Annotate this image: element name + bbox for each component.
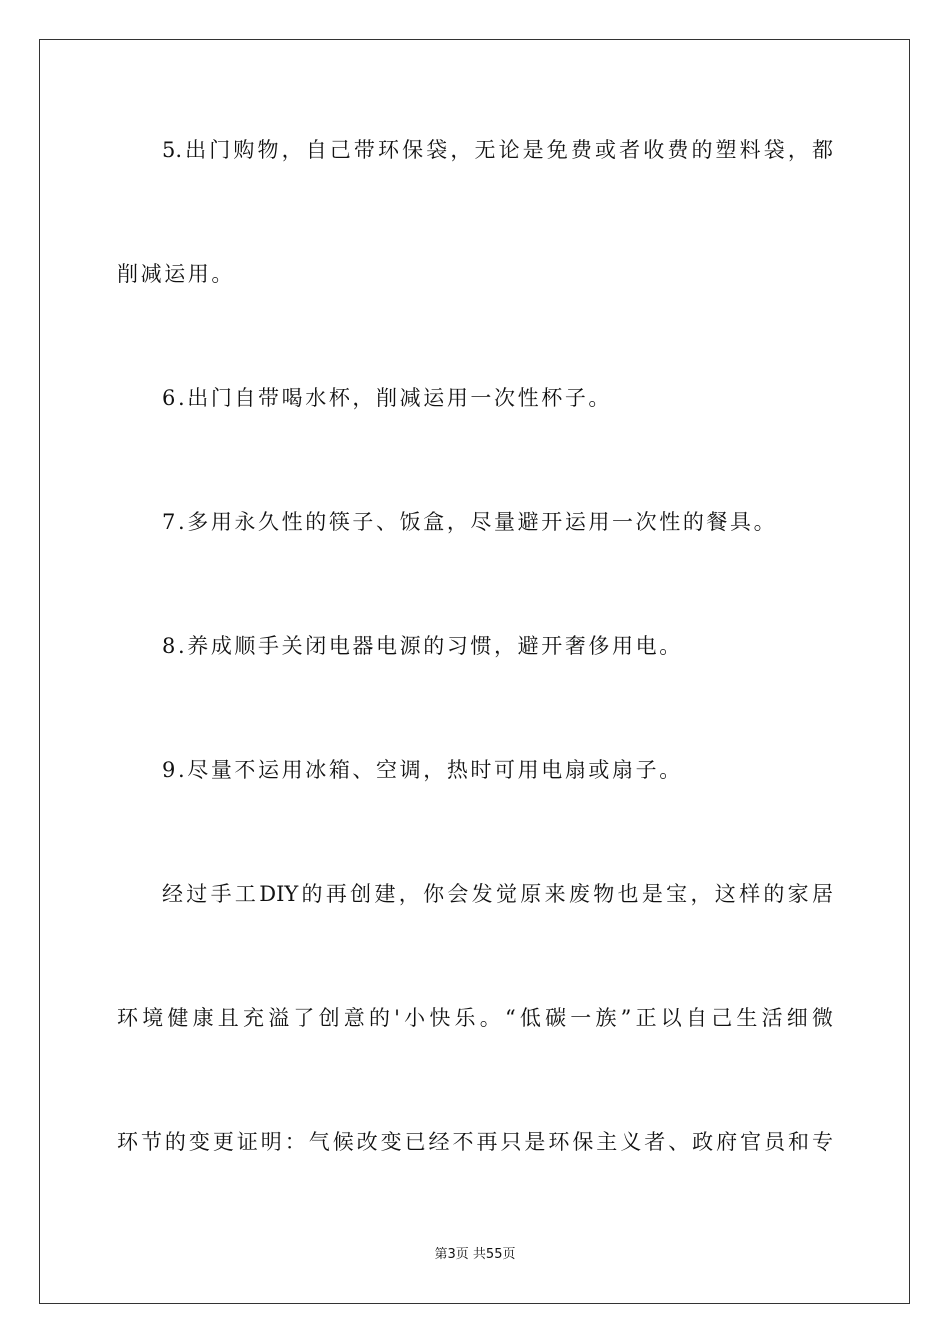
paragraph-line: 环境健康且充溢了创意的'小快乐。“低碳一族”正以自己生活细微	[117, 1006, 833, 1030]
page-border	[39, 39, 910, 1304]
paragraph-line: 7.多用永久性的筷子、饭盒，尽量避开运用一次性的餐具。	[162, 510, 778, 534]
paragraph-line: 环节的变更证明：气候改变已经不再只是环保主义者、政府官员和专	[117, 1130, 833, 1154]
paragraph-line: 5.出门购物，自己带环保袋，无论是免费或者收费的塑料袋，都	[162, 138, 833, 162]
paragraph-line: 经过手工DIY的再创建，你会发觉原来废物也是宝，这样的家居	[162, 882, 833, 906]
paragraph-line: 6.出门自带喝水杯，削减运用一次性杯子。	[162, 386, 613, 410]
paragraph-line: 削减运用。	[117, 262, 235, 286]
paragraph-line: 9.尽量不运用冰箱、空调，热时可用电扇或扇子。	[162, 758, 683, 782]
page-number-footer: 第3页 共55页	[434, 1247, 516, 1262]
paragraph-line: 8.养成顺手关闭电器电源的习惯，避开奢侈用电。	[162, 634, 683, 658]
